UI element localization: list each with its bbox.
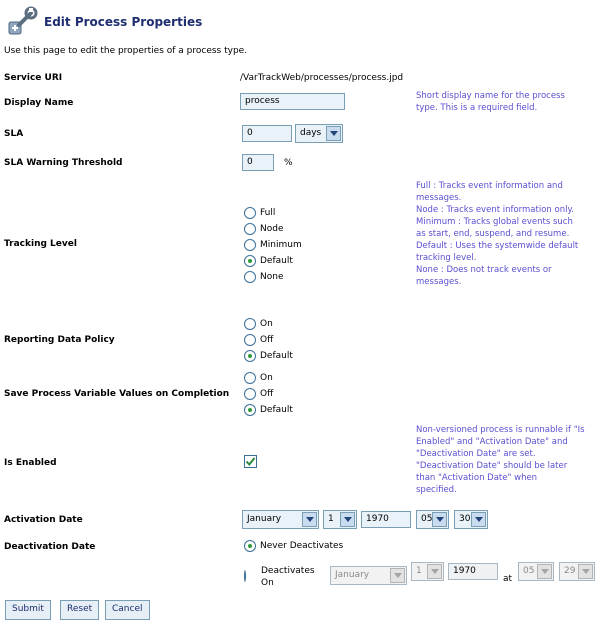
radio-button[interactable] [244, 255, 256, 267]
activation-day-select[interactable]: 1 [323, 510, 357, 529]
save-vars-label: Save Process Variable Values on Completion [4, 389, 230, 399]
activation-minute-select[interactable]: 30 [454, 510, 488, 529]
sla-warning-label: SLA Warning Threshold [4, 158, 123, 168]
is-enabled-help: Non-versioned process is runnable if "Is Enabled" and "Activation Date" and "Deactivation Date" are set. "Deactivation Date" should be later than "Activation Date" when specified. [416, 425, 585, 495]
radio-button[interactable] [244, 334, 256, 346]
display-name-input[interactable]: process [240, 93, 345, 110]
page-title: Edit Process Properties [44, 15, 203, 29]
radio-button[interactable] [244, 271, 256, 283]
save-vars-option-default[interactable]: Default [244, 403, 293, 417]
radio-button[interactable] [244, 207, 256, 219]
display-name-help: Short display name for the process type. This is a required field. [416, 91, 565, 113]
chevron-down-icon [427, 564, 442, 579]
service-uri-value: /VarTrackWeb/processes/process.jpd [240, 73, 404, 83]
radio-button[interactable] [244, 223, 256, 235]
save-vars-option-off[interactable]: Off [244, 387, 273, 401]
tracking-option-full[interactable]: Full [244, 206, 275, 220]
radio-button[interactable] [244, 372, 256, 384]
page-subtitle: Use this page to edit the properties of a process type. [4, 46, 248, 56]
radio-button[interactable] [244, 350, 256, 362]
chevron-down-icon [390, 568, 405, 583]
sla-warning-input[interactable]: 0 [242, 154, 274, 171]
activation-date-label: Activation Date [4, 515, 83, 525]
sla-unit-select[interactable]: days [295, 124, 343, 143]
percent-unit: % [284, 158, 293, 168]
tracking-level-label: Tracking Level [4, 239, 77, 249]
save-vars-option-on[interactable]: On [244, 371, 273, 385]
radio-button[interactable] [244, 404, 256, 416]
chevron-down-icon [326, 126, 341, 141]
activation-month-select[interactable]: January [242, 510, 319, 529]
deactivation-option-on[interactable]: Deactivates On [244, 565, 324, 591]
wrench-gear-icon [6, 6, 38, 38]
chevron-down-icon [471, 512, 486, 527]
reporting-option-off[interactable]: Off [244, 333, 273, 347]
deactivation-month-select[interactable]: January [330, 566, 407, 585]
is-enabled-label: Is Enabled [4, 458, 57, 468]
chevron-down-icon [432, 512, 447, 527]
deactivation-hour-select[interactable]: 05 [518, 562, 554, 581]
chevron-down-icon [340, 512, 355, 527]
tracking-option-default[interactable]: Default [244, 254, 293, 268]
tracking-level-help: Full : Tracks event information and messages. Node : Tracks event information only. Minimum : Tracks global events such as start, end, suspend, and resume. Default : Uses the systemwide default tracking level. None : Does not track events or messages. [416, 181, 579, 287]
chevron-down-icon [578, 564, 593, 579]
radio-button[interactable] [244, 540, 256, 552]
deactivation-minute-select[interactable]: 29 [559, 562, 595, 581]
radio-button[interactable] [244, 570, 246, 582]
deactivation-date-label: Deactivation Date [4, 542, 96, 552]
radio-button[interactable] [244, 388, 256, 400]
reset-button[interactable]: Reset [60, 600, 99, 620]
reporting-policy-label: Reporting Data Policy [4, 335, 115, 345]
chevron-down-icon [537, 564, 552, 579]
tracking-option-minimum[interactable]: Minimum [244, 238, 302, 252]
activation-hour-select[interactable]: 05 [416, 510, 449, 529]
sla-label: SLA [4, 129, 24, 139]
chevron-down-icon [302, 512, 317, 527]
tracking-option-none[interactable]: None [244, 270, 283, 284]
activation-year-input[interactable]: 1970 [361, 511, 411, 528]
deactivation-option-never[interactable]: Never Deactivates [244, 539, 343, 553]
deactivation-day-select[interactable]: 1 [411, 562, 444, 581]
is-enabled-checkbox[interactable] [244, 455, 257, 468]
submit-button[interactable]: Submit [5, 600, 51, 620]
deactivation-year-input[interactable]: 1970 [448, 563, 498, 580]
tracking-option-node[interactable]: Node [244, 222, 284, 236]
radio-button[interactable] [244, 318, 256, 330]
at-label: at [503, 574, 513, 584]
reporting-option-default[interactable]: Default [244, 349, 293, 363]
reporting-option-on[interactable]: On [244, 317, 273, 331]
radio-button[interactable] [244, 239, 256, 251]
checkmark-icon [245, 456, 256, 467]
display-name-label: Display Name [4, 98, 74, 108]
sla-input[interactable]: 0 [242, 125, 292, 142]
service-uri-label: Service URI [4, 73, 63, 83]
cancel-button[interactable]: Cancel [105, 600, 150, 620]
